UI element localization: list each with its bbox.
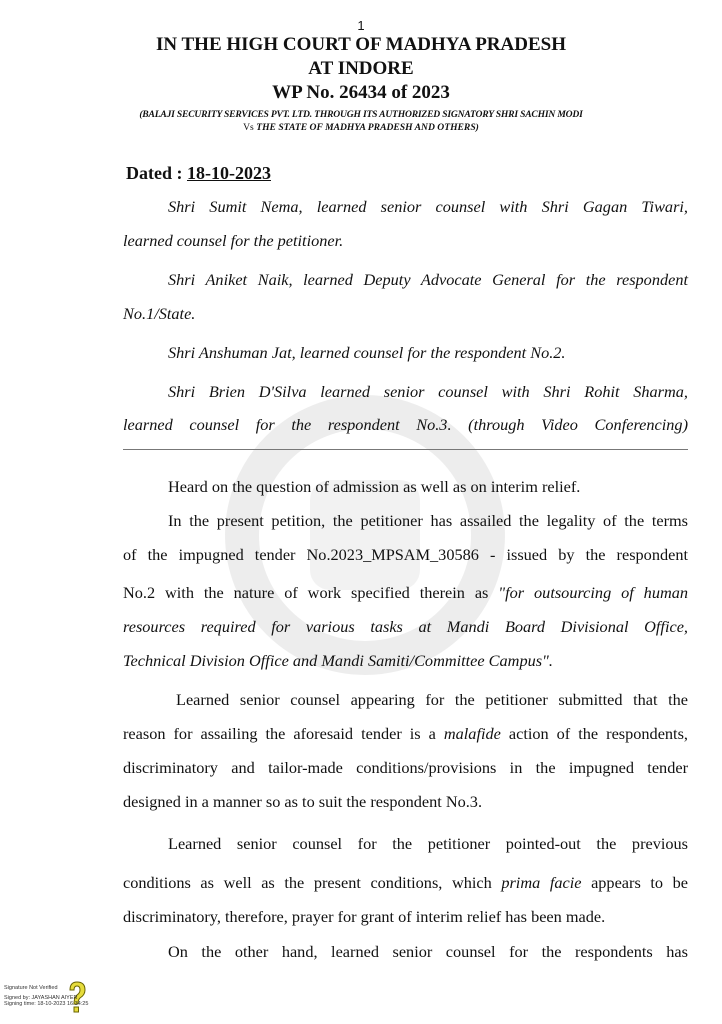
court-name: IN THE HIGH COURT OF MADHYA PRADESH [155,34,566,55]
body-line: Learned senior counsel for the petitioner pointed-out the previous [168,834,688,853]
appearance-line: No.1/State. [123,304,196,323]
body-line: designed in a manner so as to suit the respondent No.3. [123,792,483,811]
body-line: In the present petition, the petitioner has assailed the legality of the terms [168,511,688,530]
case-number: WP No. 26434 of 2023 [272,82,450,103]
appearance-line: learned counsel for the respondent No.3. (through Video Conferencing) [123,415,688,434]
appearance-line: learned counsel for the petitioner. [123,231,344,250]
body-line: Heard on the question of admission as well as on interim relief. [168,477,581,496]
body-line: of the impugned tender No.2023_MPSAM_30586 - issued by the respondent [123,545,688,564]
signature-signed-by: Signed by: JAYASHAN AIYER [4,994,78,1001]
body-line [123,724,688,744]
body-line [123,583,688,603]
bench-name: AT INDORE [308,58,414,79]
vs-label: Vs [243,122,254,133]
body-line: discriminatory and tailor-made conditions/provisions in the impugned tender [123,758,688,777]
appearance-line: Shri Anshuman Jat, learned counsel for the respondent No.2. [168,343,566,362]
body-line [123,873,688,893]
text: conditions as well as the present conditions, which [123,873,492,892]
text-italic: "for outsourcing of human [498,583,689,602]
text: reason for assailing the aforesaid tender is a [123,724,436,743]
respondents: THE STATE OF MADHYA PRADESH AND OTHERS) [256,122,479,133]
appearance-line: Shri Aniket Naik, learned Deputy Advocate General for the respondent [168,270,688,289]
signature-status: Signature Not Verified [4,985,58,991]
body-line: resources required for various tasks at Mandi Board Divisional Office, [123,617,688,636]
text: No.2 with the nature of work specified therein as [123,583,489,602]
signature-time: Signing time: 18-10-2023 16:34:25 [4,1001,89,1007]
body-line: discriminatory, therefore, prayer for grant of interim relief has been made. [123,907,606,926]
dated-value: 18-10-2023 [187,163,271,183]
body-line: Learned senior counsel appearing for the petitioner submitted that the [176,690,688,709]
parties-line-1: (BALAJI SECURITY SERVICES PVT. LTD. THROUGH ITS AUTHORIZED SIGNATORY SHRI SACHIN MODI [139,109,583,120]
dated-label: Dated : [126,163,183,183]
text: appears to be [591,873,688,892]
appearance-line: Shri Brien D'Silva learned senior counsel with Shri Rohit Sharma, [168,382,688,401]
text-italic: malafide [443,724,501,743]
page-number: 1 [357,18,365,33]
divider [123,449,688,450]
appearance-line: Shri Sumit Nema, learned senior counsel with Shri Gagan Tiwari, [168,197,688,216]
digital-signature-block[interactable] [4,985,88,1008]
text: action of the respondents, [508,724,688,743]
parties-line-2 [0,122,722,133]
body-line: Technical Division Office and Mandi Samiti/Committee Campus". [123,651,553,670]
text-italic: prima facie [501,873,582,892]
body-line: On the other hand, learned senior counsel for the respondents has [168,942,688,961]
dated [126,163,271,184]
